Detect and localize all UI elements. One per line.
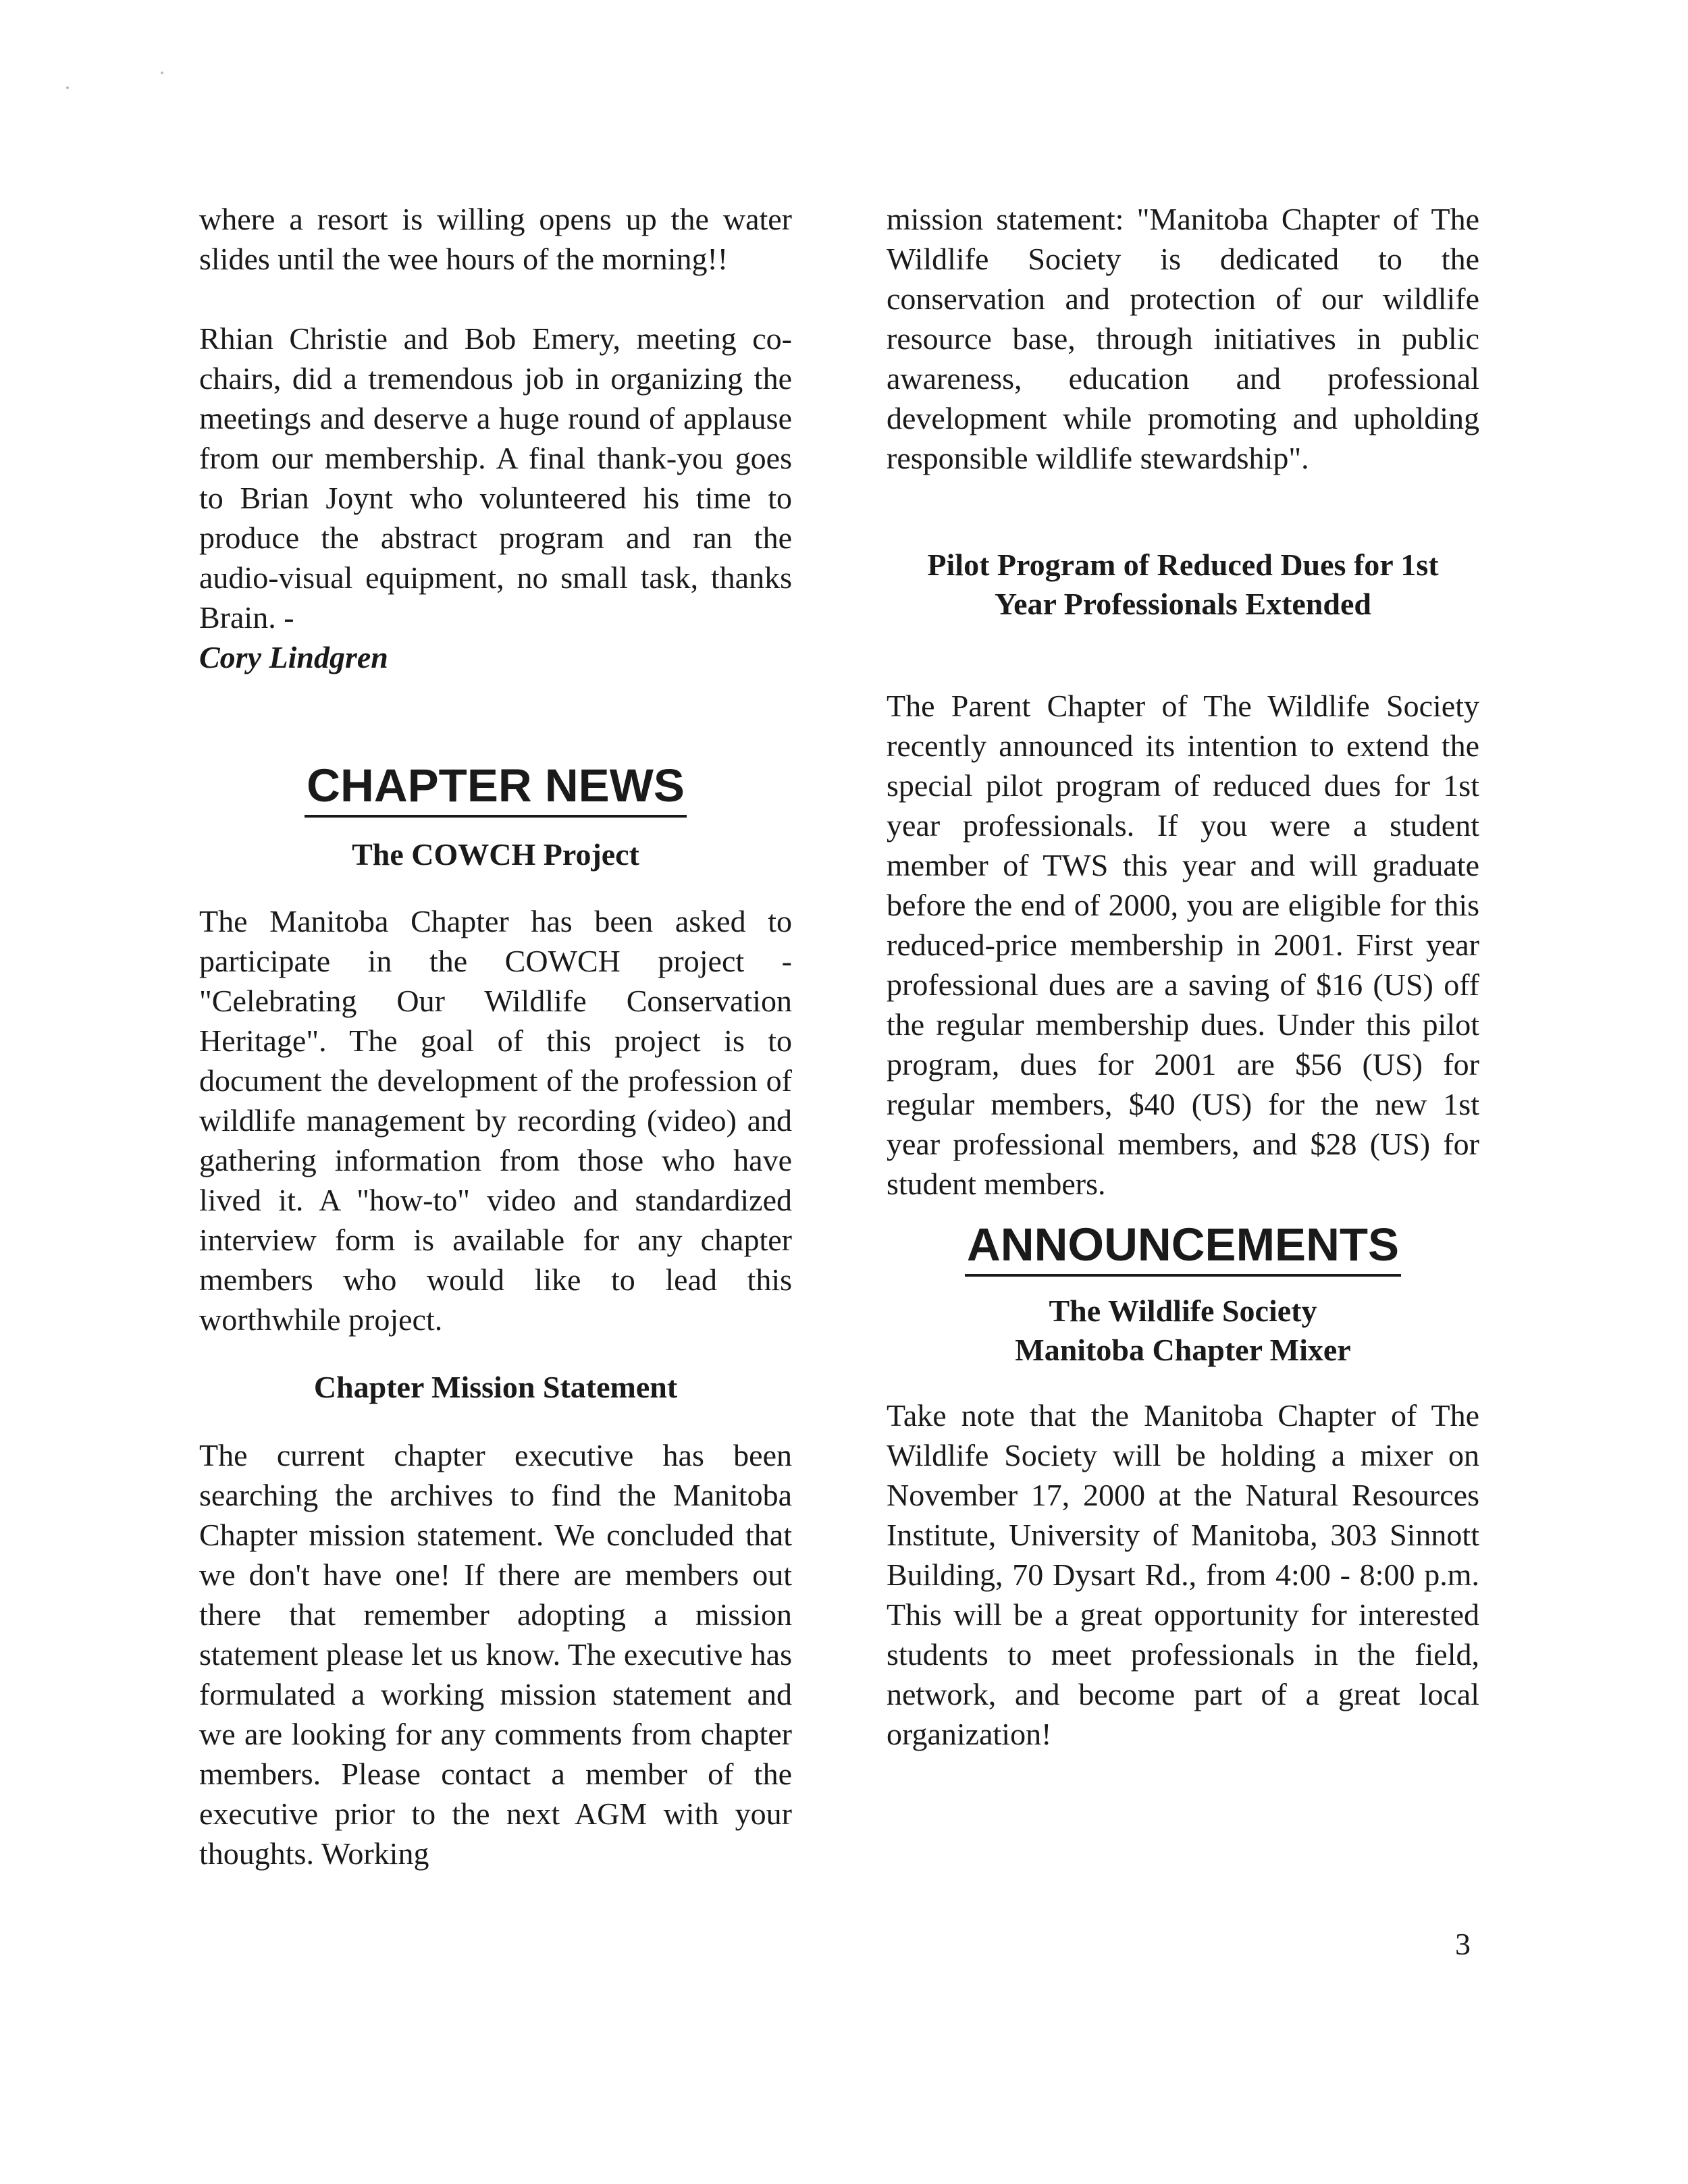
- thanks-text: Rhian Christie and Bob Emery, meeting co-chairs, did a tremendous job in organizing the meetings and deserve a huge round of applause from our membership. A final thank-you goes to Brian Joynt who volunteered his time to produce the abstract program and ran the audio-visual equipment, no small task, thanks Brain. -: [199, 321, 792, 635]
- pilot-program-heading: Pilot Program of Reduced Dues for 1st Year Professionals Extended: [927, 548, 1439, 621]
- thanks-paragraph: [199, 319, 792, 677]
- mission-paragraph: The current chapter executive has been searching the archives to find the Manitoba Chapter mission statement. We concluded that we don't have one! If there are members out there that remember adopting a mission statement please let us know. The executive has formulated a working mission statement and we are looking for any comments from chapter members. Please contact a member of the executive prior to the next AGM with your thoughts. Working: [199, 1438, 792, 1871]
- mixer-heading: The Wildlife Society Manitoba Chapter Mixer: [1015, 1294, 1351, 1367]
- right-column: [887, 199, 1479, 1754]
- pilot-program-paragraph: The Parent Chapter of The Wildlife Society recently announced its intention to extend the special pilot program of reduced dues for 1st year professionals. If you were a student member of TWS this year and will graduate before the end of 2000, you are eligible for this reduced-price membership in 2001. First year professional dues are a saving of $16 (US) off the regular membership dues. Under this pilot program, dues for 2001 are $56 (US) for regular members, $40 (US) for the new 1st year professional members, and $28 (US) for student members.: [887, 689, 1479, 1201]
- cowch-heading: The COWCH Project: [352, 837, 639, 872]
- resort-paragraph: where a resort is willing opens up the water slides until the wee hours of the morning!!: [199, 202, 792, 276]
- mission-continued-paragraph: mission statement: "Manitoba Chapter of The Wildlife Society is dedicated to the conservation and protection of our wildlife resource base, through initiatives in public awareness, education and professional development while promoting and upholding responsible wildlife stewardship".: [887, 202, 1479, 475]
- scan-speck: [161, 72, 163, 74]
- mission-heading: Chapter Mission Statement: [313, 1370, 678, 1404]
- author-signature: Cory Lindgren: [199, 640, 388, 674]
- left-column: [199, 199, 792, 1873]
- chapter-news-title: CHAPTER NEWS: [199, 760, 792, 818]
- page-number: 3: [1455, 1927, 1471, 1961]
- announcements-title: ANNOUNCEMENTS: [887, 1219, 1479, 1277]
- cowch-paragraph: The Manitoba Chapter has been asked to participate in the COWCH project - "Celebrating Our Wildlife Conservation Heritage". The goal of this project is to document the development of the profession of wildlife management by recording (video) and gathering information from those who have lived it. A "how-to" video and standardized interview form is available for any chapter members who would like to lead this worthwhile project.: [199, 904, 792, 1337]
- scan-speck: [66, 86, 69, 89]
- mixer-paragraph: Take note that the Manitoba Chapter of The Wildlife Society will be holding a mixer on November 17, 2000 at the Natural Resources Institute, University of Manitoba, 303 Sinnott Building, 70 Dysart Rd., from 4:00 - 8:00 p.m. This will be a great opportunity for interested students to meet professionals in the field, network, and become part of a great local organization!: [887, 1398, 1479, 1751]
